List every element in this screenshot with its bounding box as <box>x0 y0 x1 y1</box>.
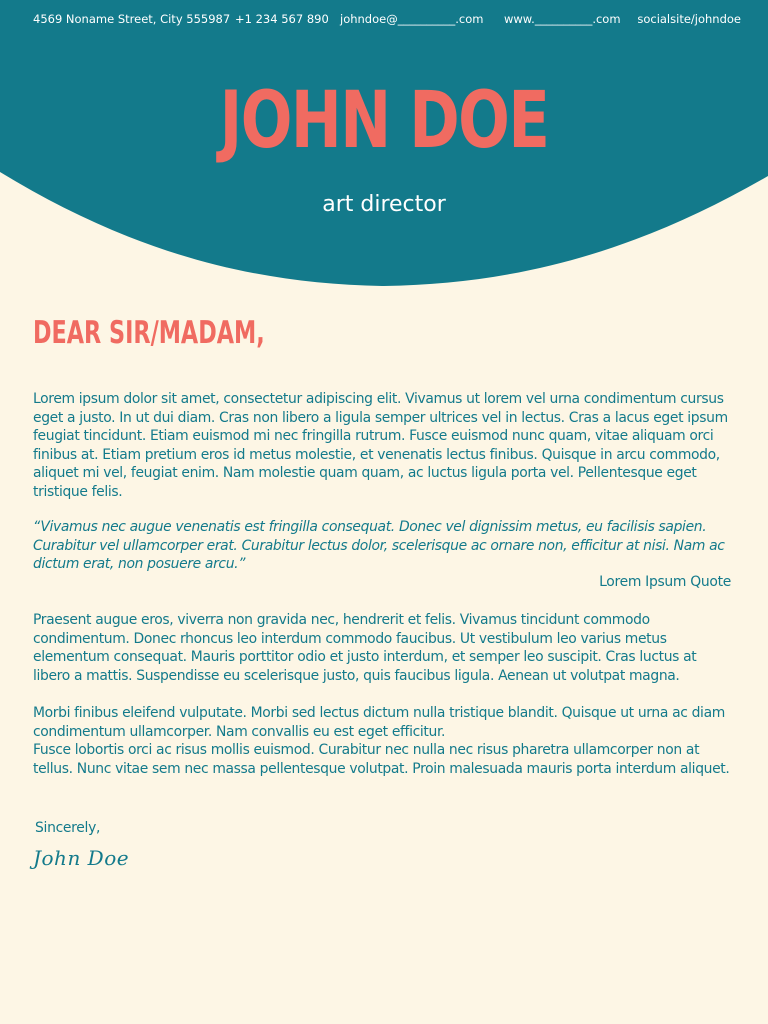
applicant-name: JOHN DOE <box>219 76 549 166</box>
contact-bar <box>33 12 741 28</box>
letter-paragraph-2: Praesent augue eros, viverra non gravida nec, hendrerit et felis. Vivamus tincidunt commodo condimentum. Donec rhoncus leo interdum commodo faucibus. Ut vestibulum leo varius metus elementum consequat. Mauris porttitor odio et justo interdum, et semper leo suscipit. Cras luctus at libero a mattis. Suspendisse eu scelerisque justo, quis faucibus ligula. Aenean ut volutpat magna. <box>33 612 697 684</box>
letter-salutation: DEAR SIR/MADAM, <box>33 315 265 351</box>
letter-quote: “Vivamus nec augue venenatis est fringilla consequat. Donec vel dignissim metus, eu facilisis sapien. Curabitur vel ullamcorper erat. Curabitur lectus dolor, scelerisque ac ornare non, efficitur at nisi. Nam ac dictum erat, non posuere arcu.” <box>33 519 725 573</box>
contact-phone: +1 234 567 890 <box>235 12 329 26</box>
quote-attribution: Lorem Ipsum Quote <box>599 574 731 590</box>
letter-paragraph-1: Lorem ipsum dolor sit amet, consectetur adipiscing elit. Vivamus ut lorem vel urna condimentum cursus eget a justo. In ut dui diam. Cras non libero a ligula semper ultrices vel in lectus. Cras a lacus eget ipsum feugiat tincidunt. Etiam euismod mi nec fringilla rutrum. Fusce euismod nunc quam, vitae aliquam orci finibus at. Etiam pretium eros id metus molestie, et venenatis lectus finibus. Quisque in arcu commodo, aliquet mi vel, feugiat enim. Nam molestie quam quam, ac luctus ligula porta vel. Pellentesque eget tristique felis. <box>33 391 728 500</box>
contact-email: johndoe@__________.com <box>340 12 484 26</box>
letter-paragraph-3-line-1: Morbi finibus eleifend vulputate. Morbi sed lectus dictum nulla tristique blandit. Quisque ut urna ac diam condimentum ullamcorper. Nam convallis eu est eget efficitur. <box>33 705 725 740</box>
letter-paragraph-3 <box>33 704 733 778</box>
contact-website: www.__________.com <box>504 12 621 26</box>
letter-closing: Sincerely, <box>35 820 101 836</box>
letter-paragraph-3-line-2: Fusce lobortis orci ac risus mollis euismod. Curabitur nec nulla nec risus pharetra ullamcorper non at tellus. Nunc vitae sem nec massa pellentesque volutpat. Proin malesuada mauris porta interdum aliquet. <box>33 742 730 777</box>
applicant-job-title: art director <box>322 192 446 217</box>
contact-social: socialsite/johndoe <box>637 12 741 26</box>
contact-address: 4569 Noname Street, City 555987 <box>33 12 231 26</box>
letter-signature: John Doe <box>33 846 130 870</box>
